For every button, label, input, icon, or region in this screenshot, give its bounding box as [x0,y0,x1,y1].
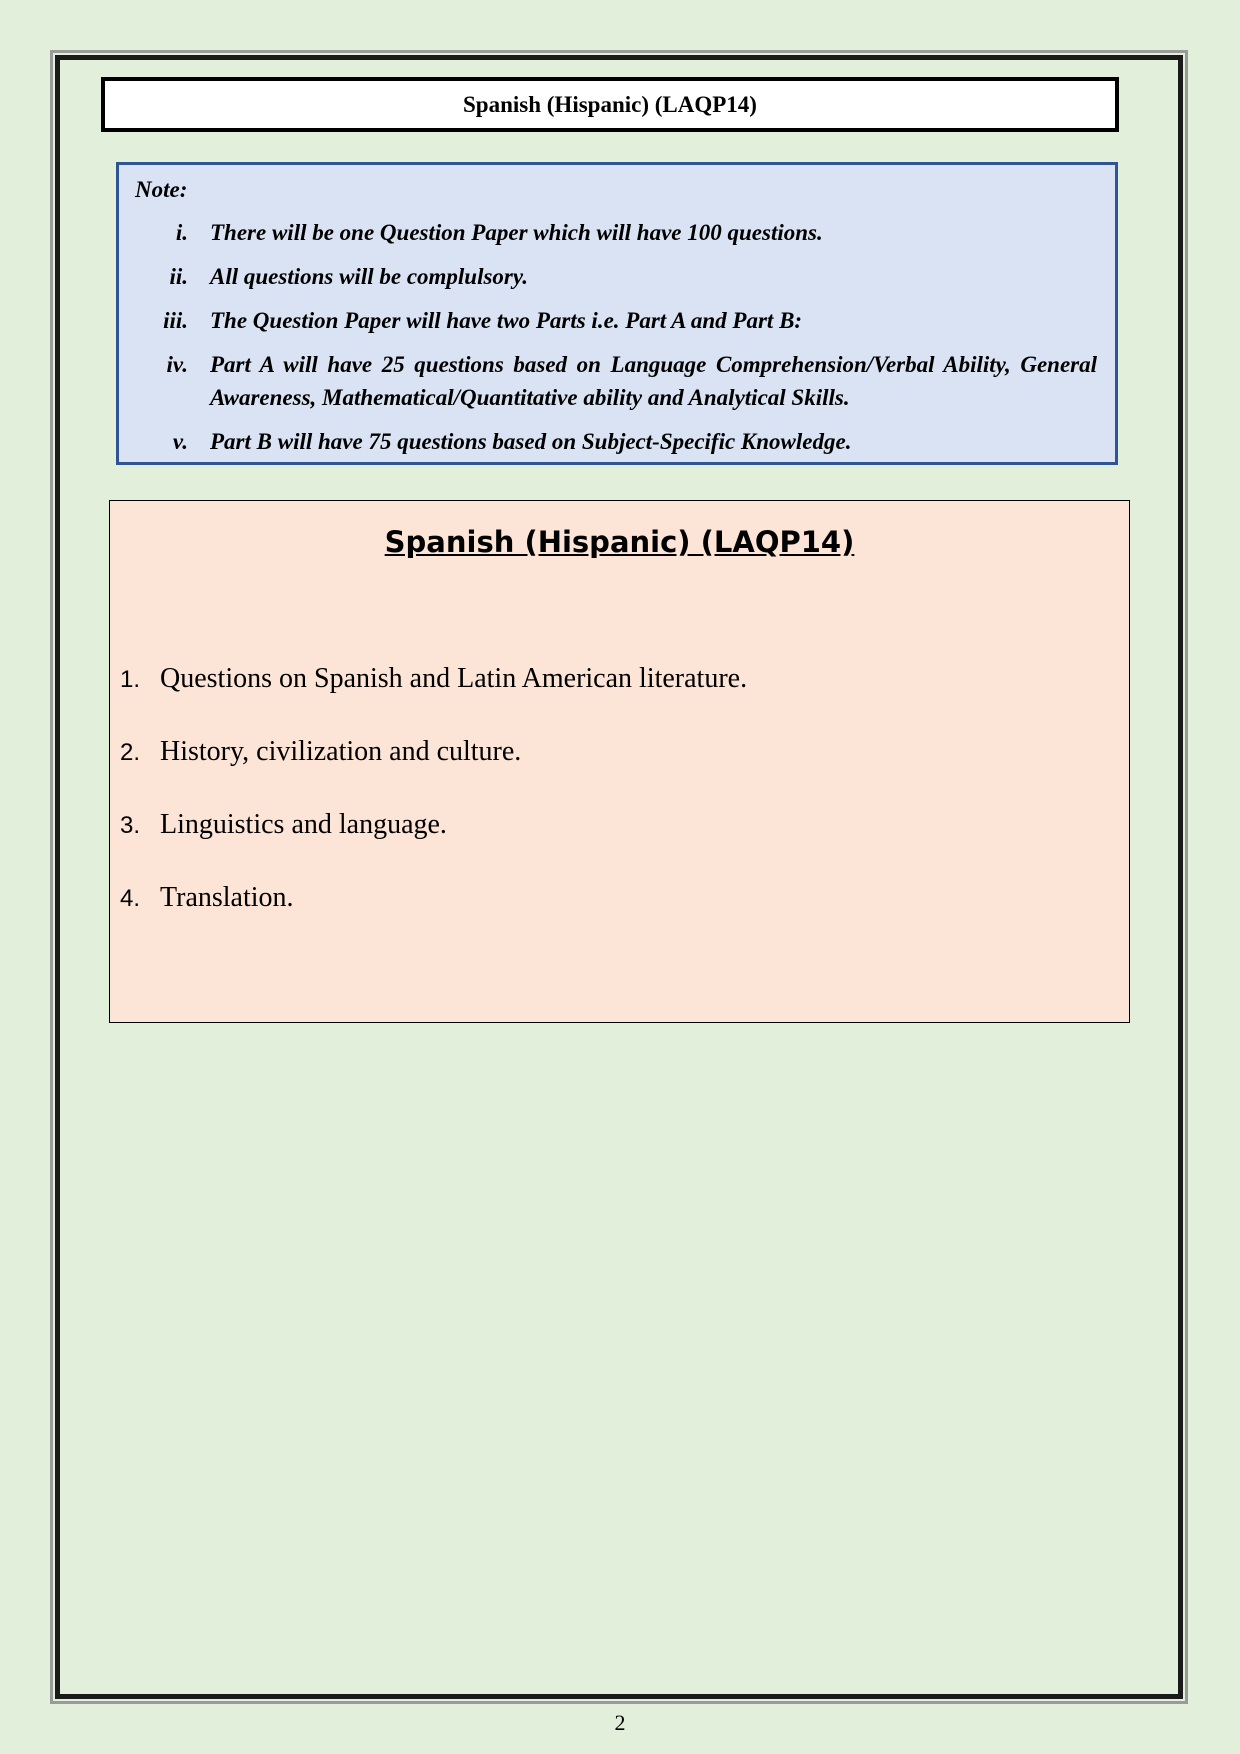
note-heading: Note: [135,177,188,202]
topic-item [120,882,747,955]
topic-number: 4. [120,885,141,912]
note-item [135,260,1097,293]
topic-text: Linguistics and language. [160,809,447,840]
note-item [135,348,1097,414]
note-item [135,304,1097,337]
topic-number: 2. [120,739,141,766]
note-item [135,216,1097,249]
topic-text: Questions on Spanish and Latin American literature. [160,663,748,694]
note-item-number: iv. [166,352,188,377]
topic-item [120,809,747,882]
syllabus-box [109,500,1130,1023]
topic-item [120,663,747,736]
topic-list [120,663,747,955]
note-item-number: i. [175,220,188,245]
topic-item [120,736,747,809]
topic-text: History, civilization and culture. [160,736,522,767]
note-item-number: v. [172,429,188,454]
note-list [135,216,1097,458]
note-item-text: All questions will be complulsory. [210,264,528,289]
topic-text: Translation. [160,882,294,913]
header-title: Spanish (Hispanic) (LAQP14) [463,91,757,117]
topic-number: 3. [120,812,141,839]
note-item-text: There will be one Question Paper which will have 100 questions. [210,220,823,245]
header-title-box [101,77,1119,132]
topic-number: 1. [120,666,141,693]
note-item-text: Part B will have 75 questions based on Subject-Specific Knowledge. [210,429,852,454]
note-item-number: ii. [169,264,188,289]
note-item-text: The Question Paper will have two Parts i.e. Part A and Part B: [210,308,803,333]
note-item [135,425,1097,458]
note-item-text: Part A will have 25 questions based on Language Comprehension/Verbal Ability, General Awareness, Mathematical/Quantitative ability and Analytical Skills. [210,352,1097,410]
syllabus-title: Spanish (Hispanic) (LAQP14) [384,525,855,559]
note-box [116,162,1118,465]
page-number: 2 [614,1710,626,1735]
note-item-number: iii. [163,308,188,333]
